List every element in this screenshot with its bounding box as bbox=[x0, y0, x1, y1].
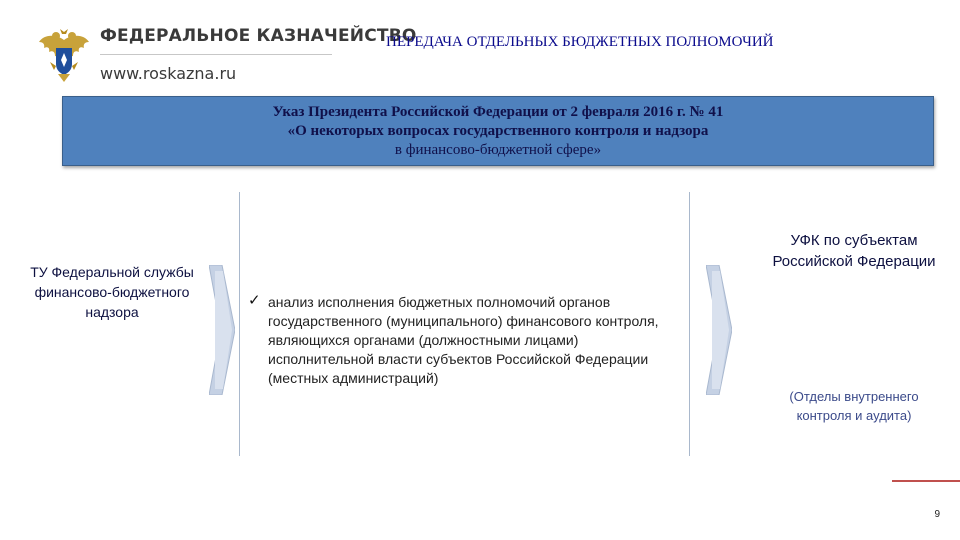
logo-divider bbox=[100, 54, 332, 55]
website-link[interactable]: www.roskazna.ru bbox=[100, 64, 237, 83]
source-agency-label: ТУ Федеральной службы финансово-бюджетного надзора bbox=[30, 264, 194, 320]
treasury-logo bbox=[36, 20, 417, 90]
decree-subject-line-2: в финансово-бюджетной сфере» bbox=[394, 141, 602, 158]
divider-left bbox=[239, 192, 240, 456]
double-headed-eagle-icon bbox=[36, 26, 92, 84]
transfer-arrow-right-icon bbox=[706, 265, 732, 395]
list-item-text: анализ исполнения бюджетных полномочий органов государственного (муниципального) финансового контроля, являющихся органами (должностными лицами) исполнительной власти субъектов Российской Федерации (местных администраций) bbox=[268, 294, 659, 386]
list-item bbox=[248, 293, 688, 388]
target-agency-title: УФК по субъектам Российской Федерации bbox=[772, 232, 936, 270]
target-agency-subtitle: (Отделы внутреннего контроля и аудита) bbox=[789, 389, 919, 423]
page-number: 9 bbox=[934, 509, 940, 520]
footer-accent-rule bbox=[892, 480, 960, 482]
transfer-arrow-left-icon bbox=[209, 265, 235, 395]
decree-box bbox=[62, 96, 934, 166]
org-name: ФЕДЕРАЛЬНОЕ КАЗНАЧЕЙСТВО bbox=[100, 26, 417, 46]
decree-subject-line-1: «О некоторых вопросах государственного контроля и надзора bbox=[287, 122, 709, 139]
decree-title: Указ Президента Российской Федерации от 2 февраля 2016 г. № 41 bbox=[272, 103, 724, 120]
divider-right bbox=[689, 192, 690, 456]
checkmark-icon: ✓ bbox=[248, 291, 261, 309]
slide-title: ПЕРЕДАЧА ОТДЕЛЬНЫХ БЮДЖЕТНЫХ ПОЛНОМОЧИЙ bbox=[386, 34, 774, 50]
